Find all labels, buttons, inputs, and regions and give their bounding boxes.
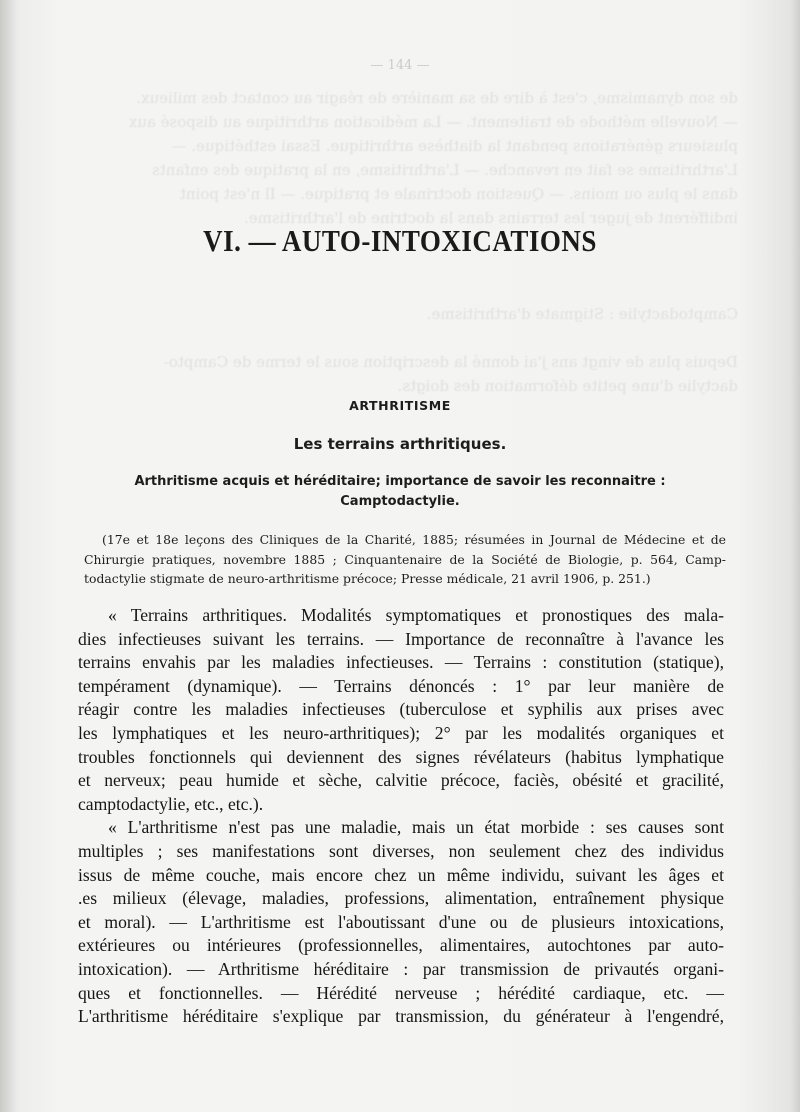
lecture-subtitle bbox=[110, 472, 690, 512]
subtitle-line: Arthritisme acquis et héréditaire; importance de savoir les reconnaitre : bbox=[134, 474, 666, 489]
section-heading: ARTHRITISME bbox=[349, 398, 451, 413]
text-line: issus de même couche, mais encore chez un même individu, suivant les âges et bbox=[78, 864, 724, 885]
text-line: extérieures ou intérieures (professionnelles, alimentaires, autochtones par auto- bbox=[78, 935, 724, 956]
paragraph-arthritisme bbox=[78, 816, 724, 1028]
text-line: terrains envahis par les maladies infectieuses. — Terrains : constitution (statique), bbox=[78, 652, 724, 673]
text-line: et moral). — L'arthritisme est l'aboutissant d'une ou de plusieurs intoxications, bbox=[78, 911, 724, 932]
reference-line: Chirurgie pratiques, novembre 1885 ; Cinquantenaire de la Société de Biologie, p. 564, Camp- bbox=[84, 551, 726, 567]
paragraph-terrains bbox=[78, 604, 724, 816]
text-line: réagir contre les maladies infectieuses (tuberculose et syphilis aux prises avec bbox=[78, 699, 724, 720]
bleed-through-reverse-text: de son dynamisme, c'est à dire de sa manière de réagir au contact des milieux. — Nouvelle méthode de traitement. — La médication arthritique au disposé aux plusieurs générations pendant la diathèse arthritique. Essai esthétique. — L'arthritisme se fait en revanche. — L'arthritisme, en la pratique des enfants dans le plus ou moins. — Question doctrinale et pratique. — Il n'est point indifférent de juger les terrains dans la doctrine de l'arthritisme. Camptodactylie : Stigmate d'arthritisme. Depuis plus de vingt ans j'ai donné la description sous le terme de Campto- dactylie d'une petite déformation des doigts. bbox=[128, 89, 738, 395]
body-text bbox=[78, 604, 724, 1029]
text-line: les lymphatiques et les neuro-arthritiques); 2° par les modalités organiques et bbox=[78, 722, 724, 743]
subtitle-line: Camptodactylie. bbox=[340, 494, 460, 509]
page-number: — 144 — bbox=[370, 58, 430, 73]
text-line: multiples ; ses manifestations sont diverses, non seulement chez des individus bbox=[78, 840, 724, 861]
text-line: intoxication). — Arthritisme héréditaire : par transmission de privautés organi- bbox=[78, 958, 724, 979]
reference-line: todactylie stigmate de neuro-arthritisme précoce; Presse médicale, 21 avril 1906, p. 251.) bbox=[84, 571, 651, 586]
text-line: dies infectieuses suivant les terrains. — Importance de reconnaître à l'avance les bbox=[78, 628, 724, 649]
text-line: troubles fonctionnels qui deviennent des signes révélateurs (habitus lymphatique bbox=[78, 746, 724, 767]
text-line: « Terrains arthritiques. Modalités symptomatiques et pronostiques des mala- bbox=[108, 605, 724, 625]
text-line: ques et fonctionnelles. — Hérédité nerveuse ; hérédité cardiaque, etc. — bbox=[78, 982, 724, 1003]
reference-line: (17e et 18e leçons des Cliniques de la Charité, 1885; résumées in Journal de Médecine et de bbox=[102, 532, 726, 547]
text-line: « L'arthritisme n'est pas une maladie, mais un état morbide : ses causes sont bbox=[108, 817, 724, 838]
bibliographic-references bbox=[84, 530, 726, 589]
text-line: .es milieux (élevage, maladies, professions, alimentation, entraînement physique bbox=[78, 888, 724, 909]
text-line: et nerveux; peau humide et sèche, calvitie précoce, faciès, obésité et gracilité, bbox=[78, 770, 724, 791]
text-line: tempérament (dynamique). — Terrains dénoncés : 1° par leur manière de bbox=[78, 675, 724, 696]
text-line: L'arthritisme héréditaire s'explique par transmission, du générateur à l'engendré, bbox=[78, 1006, 724, 1027]
chapter-title: VI. — AUTO-INTOXICATIONS bbox=[203, 224, 597, 258]
subsection-heading: Les terrains arthritiques. bbox=[293, 435, 507, 453]
text-line: camptodactylie, etc., etc.). bbox=[78, 793, 264, 814]
